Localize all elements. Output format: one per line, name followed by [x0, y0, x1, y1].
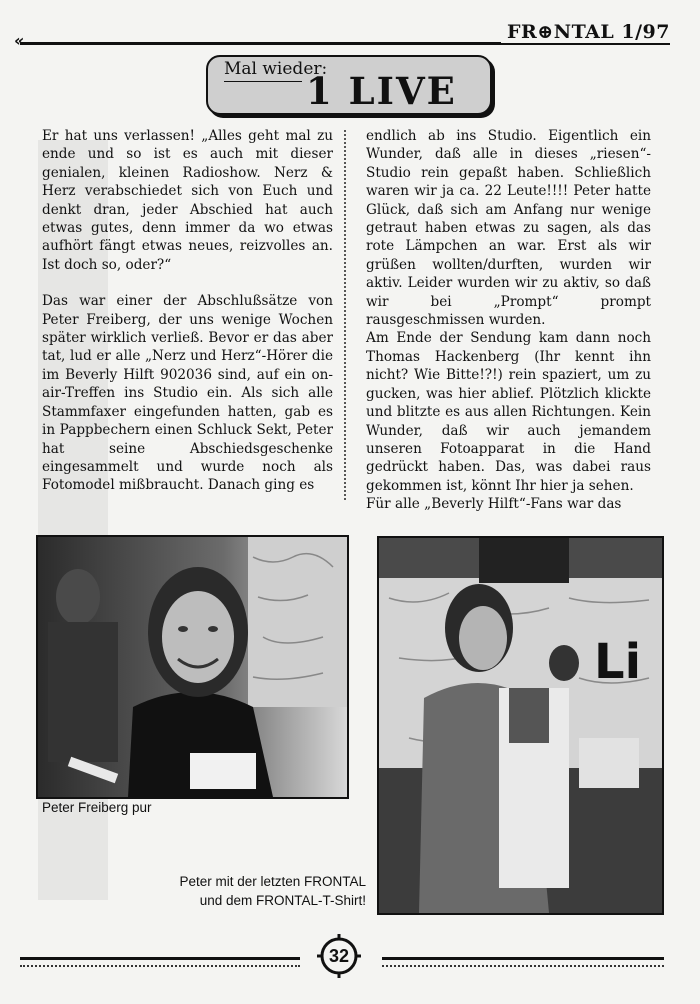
- kicker-underline: [224, 81, 302, 82]
- photo-peter-freiberg: [36, 535, 349, 799]
- wall-poster-letters: Li: [594, 634, 642, 690]
- photo-illustration: [38, 537, 347, 797]
- article-column-right: [366, 127, 651, 514]
- photo-peter-with-frontal: [377, 536, 664, 915]
- paragraph: endlich ab ins Studio. Eigentlich ein Wunder, daß alle in dieses „riesen“-Studio rein gepaßt haben. Schließlich waren wir ja ca. 22 Leute!!!! Peter hatte Glück, daß sich am Anfang nur wenige getraut haben etwas zu sagen, als das rote Lämpchen an war. Erst als wir grüßen wollten/durften, wurden wir aktiv. Leider wurden wir zu aktiv, so daß wir bei „Prompt“ prompt rausgeschmissen wurden.: [366, 128, 651, 329]
- photo-illustration: [379, 538, 662, 913]
- paragraph: Für alle „Beverly Hilft“-Fans war das: [366, 496, 622, 513]
- photo-caption: Peter Freiberg pur: [42, 800, 152, 815]
- column-divider: [344, 130, 346, 500]
- paragraph: Er hat uns verlassen! „Alles geht mal zu ende und so ist es auch mit dieser genialen, kleinen Radioshow. Nerz & Herz verabschiedet sich von Euch und denkt dran, jeder Abschied hat auch etwas gutes, denn immer da wo etwas aufhört fängt etwas neues, reizvolles an. Ist doch so, oder?“: [42, 128, 333, 273]
- page-number-text: 32: [328, 946, 350, 966]
- footer-dots: [382, 965, 664, 967]
- article-column-left: [42, 127, 333, 495]
- caption-line: Peter mit der letzten FRONTAL: [179, 874, 366, 889]
- article-kicker: Mal wieder:: [224, 59, 328, 79]
- double-arrow-icon: «: [14, 31, 25, 50]
- magazine-issue-title: FR⊕NTAL 1/97: [501, 21, 670, 43]
- page-number: [314, 934, 364, 978]
- article-title: 1 LIVE: [306, 69, 457, 113]
- paragraph: Das war einer der Abschlußsätze von Peter Freiberg, der uns wenige Wochen später wirklich verließ. Bevor er das aber tat, lud er alle „Nerz und Herz“-Hörer die im Beverly Hilft 902036 sind, auf ein on-air-Treffen ins Studio ein. Als sich alle Stammfaxer eingefunden hatten, gab es in Pappbechern einen Schluck Sekt, Peter hat seine Abschiedsgeschenke eingesammelt und wurde noch als Fotomodel mißbraucht. Danach ging es: [42, 293, 333, 494]
- footer-rule: [382, 957, 664, 960]
- photo-caption: [179, 872, 366, 910]
- caption-line: und dem FRONTAL-T-Shirt!: [199, 893, 366, 908]
- footer-rule: [20, 957, 300, 960]
- paragraph: Am Ende der Sendung kam dann noch Thomas Hackenberg (Ihr kennt ihn nicht? Wie Bitte!?!) rein spaziert, um zu gucken, was hier ablief. Plötzlich klickte und blitzte es aus allen Richtungen. Kein Wunder, daß wir auch jemandem unseren Fotoapparat in die Hand gedrückt haben. Das, was dabei raus gekommen ist, könnt Ihr hier ja sehen.: [366, 330, 651, 494]
- footer-dots: [20, 965, 300, 967]
- article-title-box: [206, 55, 492, 115]
